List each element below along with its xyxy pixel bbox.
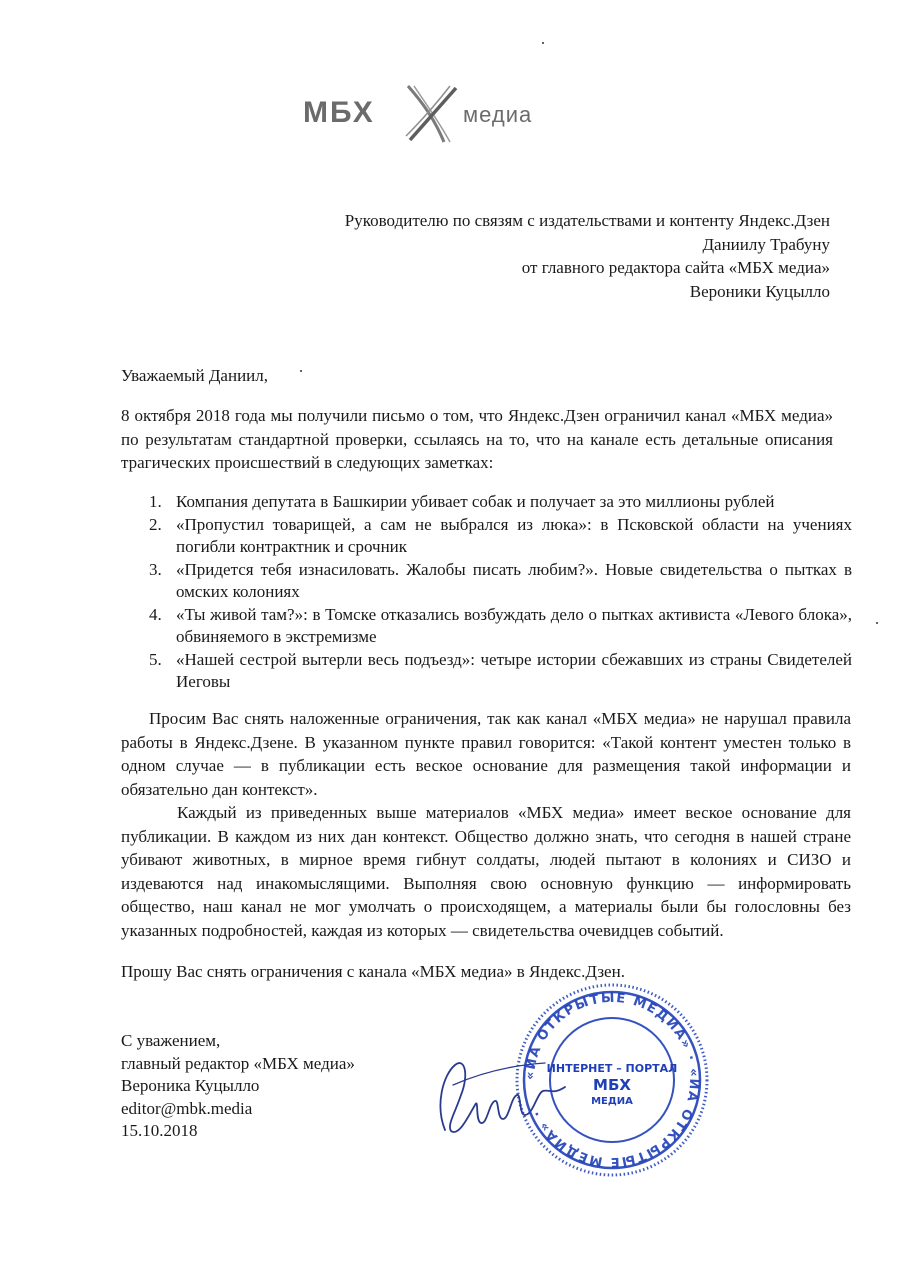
- list-item-text: Компания депутата в Башкирии убивает собак и получает за это миллионы рублей: [176, 492, 775, 511]
- list-item: [121, 559, 852, 604]
- signature-block: [121, 1030, 355, 1143]
- logo-x-icon: [400, 84, 460, 144]
- round-seal-stamp: [512, 980, 712, 1180]
- seal-inner-line3: МЕДИА: [591, 1096, 633, 1107]
- addressee-line: Вероники Куцылло: [689, 281, 830, 301]
- addressee-line: Даниилу Трабуну: [702, 234, 830, 254]
- seal-inner-line2: МБХ: [593, 1076, 631, 1094]
- list-item: [121, 514, 852, 559]
- scan-speck: [876, 622, 878, 624]
- closing: С уважением,: [121, 1031, 221, 1050]
- addressee-line: от главного редактора сайта «МБХ медиа»: [521, 258, 830, 277]
- final-request: Прошу Вас снять ограничения с канала «МБХ медиа» в Яндекс.Дзен.: [121, 962, 625, 981]
- signer-position: главный редактор «МБХ медиа»: [121, 1053, 355, 1073]
- signer-name: Вероника Куцылло: [121, 1076, 260, 1095]
- list-item-text: «Ты живой там?»: в Томске отказались возбуждать дело о пытках активиста «Левого блока», обвиняемого в экстремизме: [176, 604, 852, 646]
- letter-date: 15.10.2018: [121, 1121, 198, 1140]
- list-number: 4.: [149, 604, 162, 624]
- logo-left-text: МБХ: [303, 96, 375, 129]
- list-item-text: «Пропустил товарищей, а сам не выбрался из люка»: в Псковской области на учениях погибли контрактник и срочник: [176, 514, 852, 556]
- addressee-line: Руководителю по связям с издательствами и контенту Яндекс.Дзен: [344, 211, 830, 230]
- seal-inner-line1: ИНТЕРНЕТ – ПОРТАЛ: [546, 1062, 678, 1075]
- list-number: 5.: [149, 649, 162, 669]
- list-number: 1.: [149, 492, 162, 511]
- greeting: Уважаемый Даниил,: [121, 366, 268, 385]
- list-item: [121, 491, 852, 514]
- logo-right-text: медиа: [463, 102, 533, 127]
- scan-speck: [542, 42, 544, 44]
- list-number: 2.: [149, 514, 162, 534]
- addressee-block: [345, 209, 830, 303]
- signer-email: editor@mbk.media: [121, 1098, 253, 1118]
- seal-outer-text: «ИА ОТКРЫТЫЕ МЕДИА» · «ИА ОТКРЫТЫЕ МЕДИА» ·: [522, 990, 702, 1170]
- list-item-text: «Придется тебя изнасиловать. Жалобы писать любим?». Новые свидетельства о пытках в омских колониях: [176, 559, 852, 601]
- list-number: 3.: [149, 559, 162, 579]
- articles-list: [121, 491, 852, 694]
- scan-speck: [300, 370, 302, 372]
- list-item: [121, 604, 852, 649]
- list-item: [121, 649, 852, 694]
- list-item-text: «Нашей сестрой вытерли весь подъезд»: четыре истории сбежавших из страны Свидетелей Иеговы: [176, 649, 852, 691]
- mbh-media-logo: [303, 84, 553, 150]
- paragraph-intro: 8 октября 2018 года мы получили письмо о том, что Яндекс.Дзен ограничил канал «МБХ медиа» по результатам стандартной проверки, ссылаясь на то, что на канале есть детальные описания трагических происшествий в следующих заметках:: [121, 406, 833, 472]
- paragraph-request: Просим Вас снять наложенные ограничения, так как канал «МБХ медиа» не нарушал правила работы в Яндекс.Дзене. В указанном пункте правил говорится: «Такой контент уместен только в одном случае — в публикации есть веское основание для размещения такой информации и обязательно дан контекст».: [121, 709, 851, 799]
- paragraph-argument: Каждый из приведенных выше материалов «МБХ медиа» имеет веское основание для публикации. В каждом из них дан контекст. Общество должно знать, что сегодня в нашей стране убивают животных, в мирное время гибнут солдаты, людей пытают в колониях и СИЗО и издеваются над инакомыслящими. Выполняя свою основную функцию — информировать общество, наш канал не мог умолчать о происходящем, а материалы были бы голословны без указанных подробностей, каждая из которых — свидетельства очевидцев событий.: [121, 803, 851, 940]
